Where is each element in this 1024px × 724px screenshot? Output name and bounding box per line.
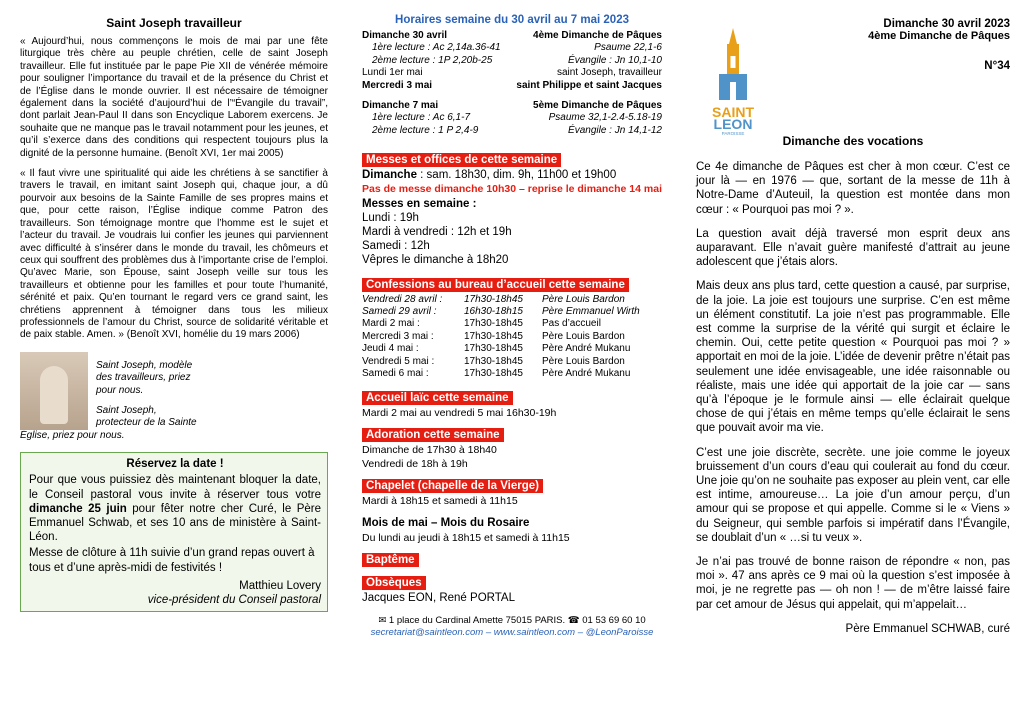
table-row bbox=[362, 294, 644, 306]
reading-line: saint Joseph, travailleur bbox=[556, 67, 662, 79]
box-signature-role: vice-président du Conseil pastoral bbox=[147, 594, 321, 607]
rosary-month-title: Mois de mai – Mois du Rosaire bbox=[362, 517, 530, 530]
prayer-2: Saint Joseph, protecteur de la Sainte Église, priez pour nous. bbox=[20, 404, 197, 441]
funerals-heading: Obsèques bbox=[362, 576, 426, 590]
masses-notice: Pas de messe dimanche 10h30 – reprise le dimanche 14 mai bbox=[362, 183, 662, 196]
confession-time: 17h30-18h45 bbox=[464, 355, 523, 367]
article-paragraph: C’est une joie discrète, secrète. une joie comme le joyeux bruissement d’un cours d’eau qui coulerait au fond du cœur. Une joie qu’on ne souhaite pas exposer au plein vent, car elle est intime, amoureuse… La joie d’un amour perçu, d’un amour qui se propose et qui appelle. Comme si le « Viens » du Seigneur, qui semble parfois si impératif dans l’Évangile, se doublait d’un « …si tu veux ». bbox=[696, 446, 1010, 544]
issue-number: N°34 bbox=[984, 60, 1010, 72]
box-text-c: pour fêter notre cher Curé, le Père Emmanuel Schwab, et ses 10 ans de ministère à Saint-Léon. bbox=[29, 502, 321, 544]
readings-right-1 bbox=[516, 30, 662, 92]
article-paragraph: La question avait déjà traversé mon esprit deux ans auparavant. Elle n’avait guère manifesté d’attrait au jeune adolescent que j’étais alors. bbox=[696, 227, 1010, 269]
reading-line: 2ème lecture : 1 P 2,4-9 bbox=[372, 124, 479, 136]
box-text-a: Pour que vous puissiez dès maintenant bloquer la date, le Conseil pastoral vous invite à réserver tous votre bbox=[29, 474, 321, 501]
table-row bbox=[362, 318, 644, 330]
funerals-section bbox=[362, 570, 662, 605]
confessions-heading: Confessions au bureau d’accueil cette semaine bbox=[362, 278, 629, 292]
masses-heading: Messes et offices de cette semaine bbox=[362, 153, 561, 167]
box-text bbox=[29, 473, 321, 544]
adoration-section bbox=[362, 422, 662, 471]
sunday-times: : sam. 18h30, dim. 9h, 11h00 et 19h00 bbox=[416, 169, 617, 182]
quote-paragraph-2: « Il faut vivre une spiritualité qui aide les chrétiens à se sanctifier à travers le travail, en imitant saint Joseph qui, chaque jour, a dû pourvoir aux besoins de la Sainte Famille de ses propres mains et que, pour cette raison, l’Église indique comme Patron des travailleurs. Son témoignage montre que l’homme est le sujet et l’acteur du travail. Je voudrais lui confier les jeunes qui parviennent avec difficulté à s’insérer dans le monde du travail, les chômeurs et ceux qui souffrent des problèmes dus à l’importante crise de l’emploi. Qu’avec Marie, son Épouse, saint Joseph veille sur tous les travailleurs et obtienne pour les familles et pour toute l’humanité, sérénité et paix. Qu’en tournant le regard vers ce grand saint, les chrétiens apprennent à témoigner dans tous les milieux professionnels de l’amour du Christ, source de solidarité véritable et de paix stable. Amen. » (Benoît XVI, homélie du 19 mars 2006) bbox=[20, 168, 328, 341]
masses-section bbox=[362, 147, 662, 267]
reading-feast: 5ème Dimanche de Pâques bbox=[533, 100, 662, 112]
confession-priest: Père André Mukanu bbox=[542, 368, 631, 380]
left-column bbox=[20, 14, 328, 612]
mass-line: Vêpres le dimanche à 18h20 bbox=[362, 254, 509, 267]
box-date: dimanche 25 juin bbox=[29, 502, 127, 515]
article-title: Dimanche des vocations bbox=[782, 134, 924, 148]
adoration-heading: Adoration cette semaine bbox=[362, 428, 504, 442]
confession-priest: Père Emmanuel Wirth bbox=[542, 306, 640, 318]
header-area bbox=[696, 18, 1010, 136]
table-row bbox=[362, 331, 644, 343]
article-paragraph: Mais deux ans plus tard, cette question a causé, par surprise, de la joie. La joie est toujours une surprise. C’en est même un élément constitutif. La joie n’est pas programmable. Elle est comme la surprise de la vérité qui surgit et éclaire le chemin. Oui, cette petite question « Pourquoi pas moi ? » apportait en moi de la joie. L’idée de devenir prêtre n’était pas seulement une idée envisageable, une idée raisonnable ou réaliste, mais une idée qui apportait de la joie car — sans qu’à l’époque je le formule ainsi — elle éclairait quelque chose de qui j’étais en même temps qu’elle éclairait le sens que pouvait avoir ma vie. bbox=[696, 280, 1010, 435]
church-logo-icon bbox=[696, 26, 770, 136]
table-row bbox=[362, 368, 644, 380]
confession-day: Mardi 2 mai : bbox=[362, 318, 420, 330]
box-text-2: Messe de clôture à 11h suivie d’un grand repas ouvert à tous et d’une après-midi de festivités ! bbox=[29, 547, 315, 574]
logo-saint-text: SAINT bbox=[712, 104, 754, 120]
weekday-masses-label: Messes en semaine : bbox=[362, 197, 477, 210]
prayer-1: Saint Joseph, modèle des travailleurs, priez pour nous. bbox=[96, 359, 193, 396]
article-paragraph: Ce 4e dimanche de Pâques est cher à mon cœur. C’est ce jour là — en 1976 — que, sortant de la messe de 11h à Notre-Dame d’Auteuil, la question est montée dans mon cœur : « Pourquoi pas moi ? ». bbox=[696, 161, 1010, 216]
header-date: Dimanche 30 avril 2023 bbox=[883, 18, 1010, 30]
logo-leon-text: LEON bbox=[713, 116, 753, 132]
masses-sunday bbox=[362, 168, 662, 182]
baptism-heading: Baptême bbox=[362, 553, 419, 567]
confession-day: Samedi 6 mai : bbox=[362, 368, 429, 380]
table-row bbox=[362, 356, 644, 368]
reading-line: 1ère lecture : Ac 6,1-7 bbox=[372, 112, 471, 124]
confession-priest: Père Louis Bardon bbox=[542, 293, 625, 305]
adoration-line: Vendredi de 18h à 19h bbox=[362, 457, 468, 470]
reading-line: Évangile : Jn 10,1-10 bbox=[568, 54, 662, 66]
adoration-line: Dimanche de 17h30 à 18h40 bbox=[362, 443, 497, 456]
confession-day: Vendredi 5 mai : bbox=[362, 355, 435, 367]
readings-right-2 bbox=[533, 100, 662, 137]
reading-line: Mercredi 3 mai bbox=[362, 79, 433, 91]
reading-line: saint Philippe et saint Jacques bbox=[516, 79, 662, 91]
reading-date: Dimanche 30 avril bbox=[362, 30, 448, 41]
rosary-month-line: Du lundi au jeudi à 18h15 et samedi à 11h15 bbox=[362, 531, 570, 544]
reading-line: 2ème lecture : 1P 2,20b-25 bbox=[372, 54, 493, 66]
reading-line: Lundi 1er mai bbox=[362, 67, 423, 79]
contact-links[interactable]: secretariat@saintleon.com – www.saintleon.com – @LeonParoisse bbox=[370, 626, 654, 638]
confession-priest: Père Louis Bardon bbox=[542, 355, 625, 367]
header-sunday: 4ème Dimanche de Pâques bbox=[868, 30, 1010, 42]
article-paragraph: Je n’ai pas trouvé de bonne raison de répondre « non, pas moi ». 47 ans après ce 9 mai où la question s’est imposée à moi, je ne regrette pas — oh non ! — de m’être laissé faire par cet amour de Jésus qui appelait, qui m’appelait… bbox=[696, 556, 1010, 611]
chapelet-heading: Chapelet (chapelle de la Vierge) bbox=[362, 479, 543, 493]
box-signature-name: Matthieu Lovery bbox=[239, 579, 321, 592]
confession-time: 17h30-18h45 bbox=[464, 330, 523, 342]
confession-time: 17h30-18h45 bbox=[464, 293, 523, 305]
reading-line: 1ère lecture : Ac 2,14a.36-41 bbox=[372, 42, 501, 54]
funerals-line: Jacques EON, René PORTAL bbox=[362, 591, 515, 604]
mass-line: Lundi : 19h bbox=[362, 211, 419, 224]
readings-block-1 bbox=[362, 30, 662, 92]
table-row bbox=[362, 343, 644, 355]
welcome-line: Mardi 2 mai au vendredi 5 mai 16h30-19h bbox=[362, 406, 557, 419]
quote-paragraph-1: « Aujourd’hui, nous commençons le mois de mai par une fête liturgique très chère au peuple chrétien, celle de saint Joseph travailleur. Elle fut instituée par le pape Pie XII de vénérée mémoire pour souligner l’importance du travail et de la présence du Christ et de l’Église dans le monde ouvrier. Il est nécessaire de témoigner également dans la société d’aujourd’hui de l’“Évangile du travail”, dont parlait Jean-Paul II dans son Encyclique Laborem exercens. Je souhaite que ne manque pas le travail notamment pour les jeunes, et qu’il s’exerce dans des conditions qui respectent toujours plus la dignité de la personne humaine. (Benoît XVI, 1er mai 2005) bbox=[20, 36, 328, 159]
readings-left-1 bbox=[362, 30, 501, 92]
contact-footer bbox=[362, 615, 662, 639]
reading-line: Évangile : Jn 14,1-12 bbox=[568, 124, 662, 136]
confession-priest: Père André Mukanu bbox=[542, 343, 631, 355]
mass-line: Mardi à vendredi : 12h et 19h bbox=[362, 226, 512, 239]
confession-time: 16h30-18h15 bbox=[464, 306, 523, 318]
confession-day: Jeudi 4 mai : bbox=[362, 343, 419, 355]
confession-time: 17h30-18h45 bbox=[464, 343, 523, 355]
baptism-section bbox=[362, 547, 662, 568]
saint-joseph-statue-image bbox=[20, 352, 88, 430]
right-column bbox=[696, 14, 1010, 636]
schedule-title: Horaires semaine du 30 avril au 7 mai 2023 bbox=[395, 14, 629, 26]
confession-day: Vendredi 28 avril : bbox=[362, 293, 443, 305]
welcome-heading: Accueil laïc cette semaine bbox=[362, 391, 513, 405]
article-signature: Père Emmanuel SCHWAB, curé bbox=[845, 622, 1010, 635]
welcome-section bbox=[362, 385, 662, 420]
mass-line: Samedi : 12h bbox=[362, 240, 430, 253]
reading-date: Dimanche 7 mai bbox=[362, 100, 439, 112]
logo-sub-text: PAROISSE bbox=[721, 131, 745, 136]
confession-time: 17h30-18h45 bbox=[464, 318, 523, 330]
sunday-label: Dimanche bbox=[362, 169, 417, 182]
table-row bbox=[362, 306, 644, 318]
left-title: Saint Joseph travailleur bbox=[106, 16, 242, 30]
reading-line: Psaume 32,1-2.4-5.18-19 bbox=[548, 112, 662, 124]
confession-time: 17h30-18h45 bbox=[464, 368, 523, 380]
confession-day: Mercredi 3 mai : bbox=[362, 330, 434, 342]
confession-priest: Pas d’accueil bbox=[542, 318, 601, 330]
readings-block-2 bbox=[362, 100, 662, 137]
save-the-date-box bbox=[20, 452, 328, 612]
box-title: Réservez la date ! bbox=[126, 458, 224, 471]
reading-line: Psaume 22,1-6 bbox=[594, 42, 662, 54]
confessions-table bbox=[362, 294, 644, 381]
reading-feast: 4ème Dimanche de Pâques bbox=[533, 30, 662, 41]
readings-left-2 bbox=[362, 100, 478, 137]
confession-day: Samedi 29 avril : bbox=[362, 306, 437, 318]
confession-priest: Père Louis Bardon bbox=[542, 330, 625, 342]
chapelet-line: Mardi à 18h15 et samedi à 11h15 bbox=[362, 495, 518, 508]
address-line: ✉ 1 place du Cardinal Amette 75015 PARIS. ☎ 01 53 69 60 10 bbox=[378, 614, 646, 626]
rosary-section bbox=[362, 473, 662, 545]
middle-column bbox=[362, 14, 662, 639]
confessions-section bbox=[362, 272, 662, 381]
